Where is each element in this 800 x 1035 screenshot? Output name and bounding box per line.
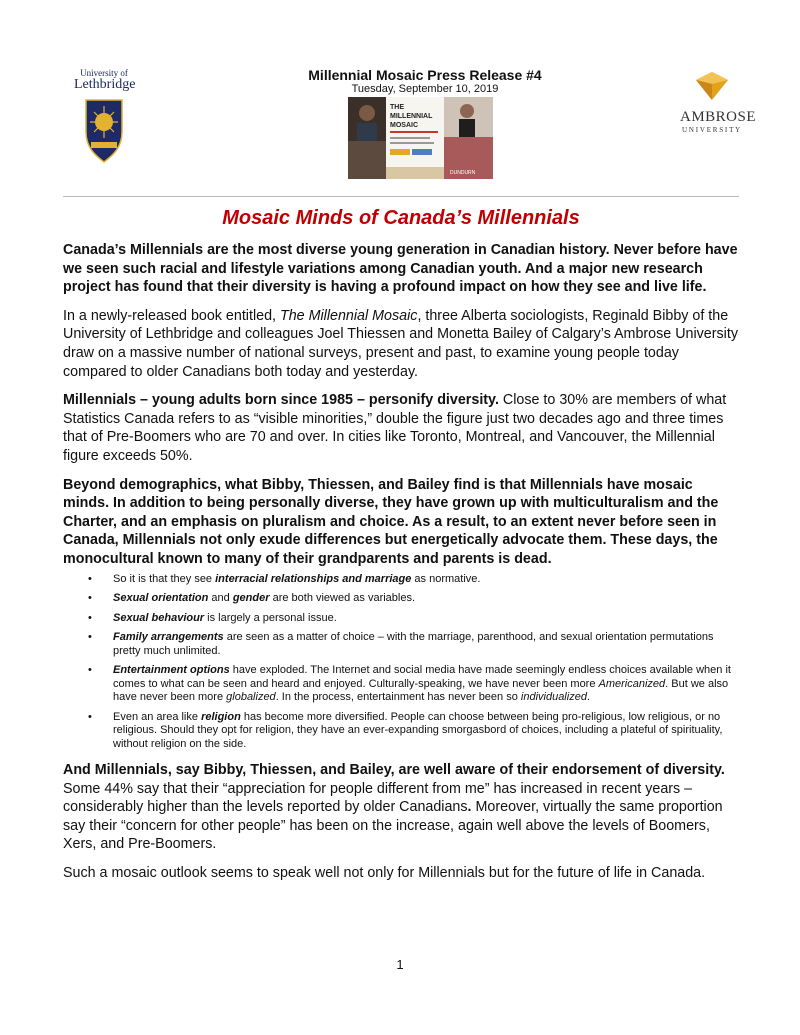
paragraph-conclusion: Such a mosaic outlook seems to speak well not only for Millennials but for the future of life in Canada. xyxy=(63,864,706,881)
list-item xyxy=(88,710,741,752)
b5-i3: individualized xyxy=(520,691,587,703)
paragraph-intro: Canada’s Millennials are the most diverse young generation in Canadian history. Never before have we seen such racial and lifestyle variations among Canadian youth. And a major new research project has found that their diversity is having a profound impact on how they see and live life. xyxy=(63,242,738,296)
list-item xyxy=(88,631,741,658)
bullet-icon: • xyxy=(88,611,92,624)
ambrose-shield-icon xyxy=(694,70,730,102)
b6-em: religion xyxy=(201,710,241,723)
p2-pre: In a newly-released book entitled, xyxy=(63,307,280,324)
document-header xyxy=(0,0,800,196)
p5-lead: And Millennials, say Bibby, Thiessen, and Bailey, are well aware of their endorsement of diversity. xyxy=(63,762,725,778)
paragraph-book xyxy=(63,307,741,381)
bullet-icon: • xyxy=(88,631,92,643)
cover-title-line2: MILLENNIAL xyxy=(390,113,433,120)
b5-a: have exploded. The Internet and social media have made seemingly endless choices available when it comes to what can be seen and heard and enjoyed. Culturally-speaking, we have never been more xyxy=(113,664,731,690)
b2-mid: and xyxy=(208,592,233,604)
p3-lead: Millennials – young adults born since 1985 – personify diversity. xyxy=(63,392,499,409)
b5-d: . xyxy=(586,691,590,703)
article-headline: Mosaic Minds of Canada’s Millennials xyxy=(222,207,580,229)
b5-b: . But we also have never been more xyxy=(113,677,729,703)
page-number: 1 xyxy=(396,957,404,972)
list-item xyxy=(88,572,741,587)
b6-pre: Even an area like xyxy=(113,710,202,723)
bullet-icon: • xyxy=(88,572,92,585)
findings-list xyxy=(63,573,741,752)
logo-left-line1: University of xyxy=(80,68,128,78)
logo-right-line2: UNIVERSITY xyxy=(682,126,742,134)
b5-c: . In the process, entertainment has never been so xyxy=(275,691,521,703)
p5-end: Moreover, virtually the same proportion say their “concern for other people” has been on the increase, again well above the levels of Boomers, Xers, and Pre-Boomers. xyxy=(63,799,723,853)
list-item xyxy=(88,611,741,626)
bullet-icon: • xyxy=(88,710,92,723)
b1-post: as normative. xyxy=(411,572,481,585)
list-item xyxy=(88,664,741,705)
lethbridge-crest-icon xyxy=(82,96,126,164)
paragraph-awareness xyxy=(63,761,741,854)
b4-em: Family arrangements xyxy=(113,631,224,643)
b3-em: Sexual behaviour xyxy=(113,611,205,624)
b5-i1: Americanized xyxy=(598,677,666,690)
p5-mid: Some 44% say that their “appreciation for people different from me” has increased in recent years – considerably higher than the levels reported by older Canadians xyxy=(63,780,693,816)
bullet-icon: • xyxy=(88,664,92,676)
p5-dot: . xyxy=(467,799,472,816)
list-item xyxy=(88,592,741,606)
b5-em: Entertainment options xyxy=(113,664,230,676)
b1-em: interracial relationships and marriage xyxy=(215,572,412,585)
b6-post: has become more diversified. People can choose between being pro-religious, low religious, or no religious. Should they opt for religion, they have an ever-expanding smorgasbord of choices, including a plateful of spirituality, without religion on the side. xyxy=(113,710,723,750)
book-cover-collage-image xyxy=(348,97,493,179)
logo-right-line1: AMBROSE xyxy=(680,109,757,125)
b2-em1: Sexual orientation xyxy=(113,592,209,604)
cover-publisher: DUNDURN xyxy=(450,170,476,176)
b4-post: are seen as a matter of choice – with the marriage, parenthood, and sexual orientation permutations pretty much unlimited. xyxy=(113,631,714,657)
b2-em2: gender xyxy=(232,592,270,604)
b1-pre: So it is that they see xyxy=(113,572,216,585)
b3-post: is largely a personal issue. xyxy=(204,611,337,624)
book-title: The Millennial Mosaic xyxy=(279,307,418,324)
university-of-lethbridge-logo xyxy=(74,68,134,169)
bullet-icon: • xyxy=(88,592,92,604)
paragraph-diversity xyxy=(63,391,741,465)
b2-post: are both viewed as variables. xyxy=(269,592,416,604)
press-release-title: Millennial Mosaic Press Release #4 xyxy=(308,67,542,83)
paragraph-mosaic-minds: Beyond demographics, what Bibby, Thiessen, and Bailey find is that Millennials have mosaic minds. In addition to being personally diverse, they have grown up with multiculturalism and the Charter, and an emphasis on pluralism and choice. As a result, to an extent never before seen in Canada, Millennials not only exude differences but energetically advocate them. These days, the monocultural known to many of their grandparents and parents is dead. xyxy=(63,476,719,567)
cover-title-line1: THE xyxy=(390,104,404,111)
ambrose-university-logo xyxy=(680,70,757,134)
article-body xyxy=(63,241,741,893)
press-release-date: Tuesday, September 10, 2019 xyxy=(351,83,499,95)
cover-title-line3: MOSAIC xyxy=(390,122,418,129)
b5-i2: globalized xyxy=(226,691,276,703)
p3-rest: Close to 30% are members of what Statistics Canada refers to as “visible minorities,” double the figure just two decades ago and three times that of Pre-Boomers who are 70 and over. In cities like Toronto, Montreal, and Vancouver, the Millennial figure exceeds 50%. xyxy=(63,392,727,464)
p2-post: , three Alberta sociologists, Reginald Bibby of the University of Lethbridge and colleagues Joel Thiessen and Monetta Bailey of Calgary’s Ambrose University draw on a massive number of national surveys, present and past, to examine young people today compared to older Canadians both today and yesterday. xyxy=(63,307,738,380)
press-release-title-block xyxy=(240,67,610,96)
header-divider xyxy=(63,196,739,197)
logo-left-line2: Lethbridge xyxy=(74,77,136,92)
